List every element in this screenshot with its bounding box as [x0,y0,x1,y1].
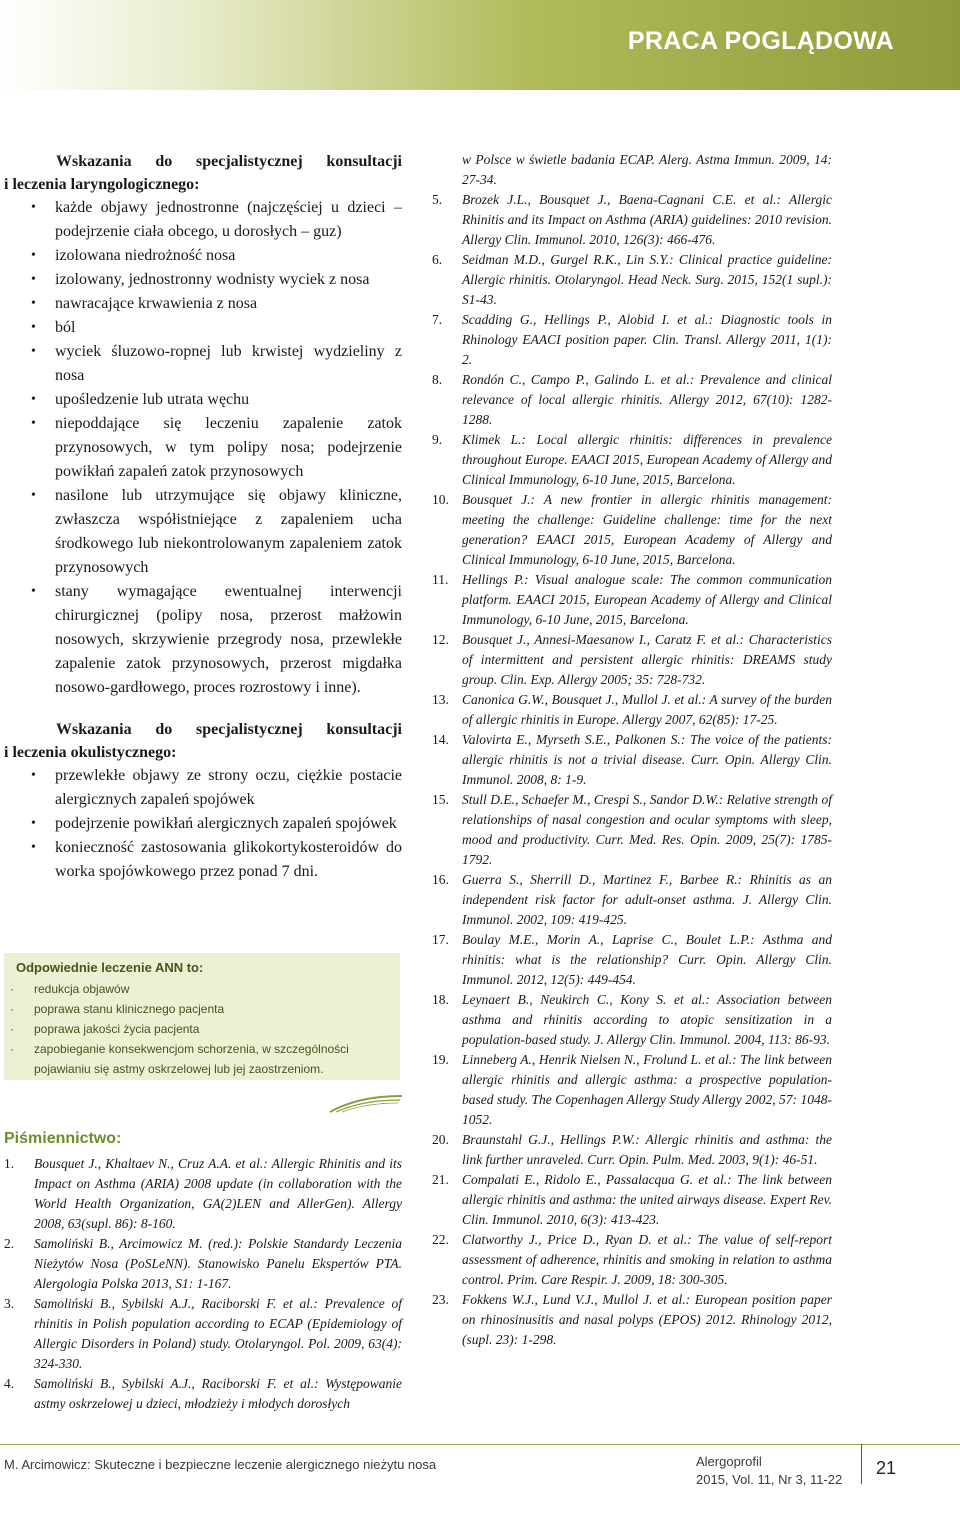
reference-item: 15. Stull D.E., Schaefer M., Crespi S., Sandor D.W.: Relative strength of relationships of nasal congestion and ocular symptoms with sleep, mood and productivity. Curr. Med. Res. Opin. 2009, 25(7): 1785-1792. [432,792,832,867]
reference-item: 14. Valovirta E., Myrseth S.E., Palkonen S.: The voice of the patients: allergic rhinitis is not a trivial disease. Curr. Opin. Allergy Clin. Immunol. 2008, 8: 1-9. [432,732,832,787]
reference-item: 18. Leynaert B., Neukirch C., Kony S. et al.: Association between asthma and rhinitis according to atopic sensitization in a population-based study. J. Allergy Clin. Immunol. 2004, 113: 86-93. [432,992,832,1047]
list-item: • izolowany, jednostronny wodnisty wyciek z nosa [4,268,402,292]
reference-item: 9. Klimek L.: Local allergic rhinitis: differences in prevalence throughout Europe. EAACI 2015, European Academy of Allergy and Clinical Immunology, 6-10 June, 2015, Barcelona. [432,432,832,487]
reference-item: 11. Hellings P.: Visual analogue scale: The common communication platform. EAACI 2015, European Academy of Allergy and Clinical Immunology, 6-10 June, 2015, Barcelona. [432,572,832,627]
list-item: · zapobieganie konsekwencjom schorzenia, w szczególności pojawianiu się astmy oskrzelowej lub jej zaostrzeniom. [4,1039,400,1079]
reference-item: 22. Clatworthy J., Price D., Ryan D. et al.: The value of self-report assessment of adherence, rhinitis and smoking in relation to asthma control. Prim. Care Respir. J. 2009, 18: 300-305. [432,1232,832,1287]
laryngology-list [4,196,402,700]
journal-issue: 2015, Vol. 11, Nr 3, 11-22 [696,1472,843,1487]
list-item: • ból [4,316,402,340]
reference-item: 1. Bousquet J., Khaltaev N., Cruz A.A. et al.: Allergic Rhinitis and its Impact on Asthma (ARIA) 2008 update (in collaboration with the World Health Organization, GA(2)LEN and AllerGen). Allergy 2008, 63(supl. 86): 8-160. [4,1156,402,1231]
list-item: · poprawa stanu klinicznego pacjenta [4,999,400,1019]
reference-item: 23. Fokkens W.J., Lund V.J., Mullol J. et al.: European position paper on rhinosinusitis and nasal polyps (EPOS) 2012. Rhinology 2012, (supl. 23): 1-298. [432,1292,832,1347]
ophthalmology-heading: Wskazania do specjalistycznej konsultacji i leczenia okulistycznego: [4,721,402,761]
references-right [432,150,832,1350]
ann-treatment-box [4,953,400,1080]
reference-item: 17. Boulay M.E., Morin A., Laprise C., Boulet L.P.: Asthma and rhinitis: what is the relationship? Curr. Opin. Allergy Clin. Immunol. 2012, 12(5): 449-454. [432,932,832,987]
reference-continuation: w Polsce w świetle badania ECAP. Alerg. Astma Immun. 2009, 14: 27-34. [462,152,832,187]
reference-item: 2. Samoliński B., Arcimowicz M. (red.): Polskie Standardy Leczenia Nieżytów Nosa (PoSLeNN). Stanowisko Panelu Ekspertów PTA. Alergologia Polska 2013, S1: 1-167. [4,1236,402,1291]
reference-item: 7. Scadding G., Hellings P., Alobid I. et al.: Diagnostic tools in Rhinology EAACI position paper. Clin. Transl. Allergy 2011, 1(1): 2. [432,312,832,367]
list-item: • podejrzenie powikłań alergicznych zapaleń spojówek [4,812,402,836]
reference-item: 8. Rondón C., Campo P., Galindo L. et al.: Prevalence and clinical relevance of local allergic rhinitis. Allergy 2012, 67(10): 1282-1288. [432,372,832,427]
list-item: • każde objawy jednostronne (najczęściej u dzieci – podejrzenie ciała obcego, u dorosłych – guz) [4,196,402,244]
footer-divider [0,1444,960,1445]
list-item: • izolowana niedrożność nosa [4,244,402,268]
reference-item: 20. Braunstahl G.J., Hellings P.W.: Allergic rhinitis and asthma: the link further unraveled. Curr. Opin. Pulm. Med. 2003, 9(1): 46-51. [432,1132,832,1167]
reference-item: 6. Seidman M.D., Gurgel R.K., Lin S.Y.: Clinical practice guideline: Allergic rhinitis. Otolaryngol. Head Neck. Surg. 2015, 152(1 supl.): S1-43. [432,252,832,307]
reference-item: 4. Samoliński B., Sybilski A.J., Raciborski F. et al.: Występowanie astmy oskrzelowej u dzieci, młodzieży i młodych dorosłych [4,1376,402,1411]
ann-box-title: Odpowiednie leczenie ANN to: [16,960,204,975]
ann-box-list [4,979,400,1079]
list-item: · poprawa jakości życia pacjenta [4,1019,400,1039]
bibliography-heading: Piśmiennictwo: [4,1130,122,1147]
reference-item: 13. Canonica G.W., Bousquet J., Mullol J. et al.: A survey of the burden of allergic rhinitis in Europe. Allergy 2007, 62(85): 17-25. [432,692,832,727]
reference-item: 5. Brozek J.L., Bousquet J., Baena-Cagnani C.E. et al.: Allergic Rhinitis and its Impact on Asthma (ARIA) guidelines: 2010 revision. Allergy Clin. Immunol. 2010, 126(3): 466-476. [432,192,832,247]
reference-item: 16. Guerra S., Sherrill D., Martinez F., Barbee R.: Rhinitis as an independent risk factor for adult-onset asthma. J. Allergy Clin. Immunol. 2002, 109: 419-425. [432,872,832,927]
footer-journal [696,1453,842,1489]
reference-item: 21. Compalati E., Ridolo E., Passalacqua G. et al.: The link between allergic rhinitis and asthma: the united airways disease. Expert Rev. Clin. Immunol. 2010, 6(3): 413-423. [432,1172,832,1227]
list-item: • stany wymagające ewentualnej interwencji chirurgicznej (polipy nosa, przerost małżowin nosowych, skrzywienie przegrody nosa, przewlekłe zapalenie zatok przynosowych, przerost migdałka nosowo-gardłowego, proces rozrostowy i inne). [4,580,402,700]
reference-item: 3. Samoliński B., Sybilski A.J., Raciborski F. et al.: Prevalence of rhinitis in Polish population according to ECAP (Epidemiology of Allergic Disorders in Poland) study. Otolaryngol. Pol. 2009, 63(4): 324-330. [4,1296,402,1371]
list-item: • upośledzenie lub utrata węchu [4,388,402,412]
references-left [4,1154,402,1414]
list-item: • nawracające krwawienia z nosa [4,292,402,316]
list-item: • nasilone lub utrzymujące się objawy kliniczne, zwłaszcza współistniejące z zapaleniem ucha środkowego lub niekontrolowanym zapaleniem zatok przynosowych [4,484,402,580]
reference-item: 12. Bousquet J., Annesi-Maesanow I., Caratz F. et al.: Characteristics of intermittent and persistent allergic rhinitis: DREAMS study group. Clin. Exp. Allergy 2005; 35: 728-732. [432,632,832,687]
reference-item: 10. Bousquet J.: A new frontier in allergic rhinitis management: meeting the challenge: Guideline challenge: time for the next generation? EAACI 2015, European Academy of Allergy and Clinical Immunology, 6-10 June, 2015, Barcelona. [432,492,832,567]
page-number: 21 [876,1458,897,1478]
left-column [4,150,402,884]
list-item: • niepoddające się leczeniu zapalenie zatok przynosowych, w tym polipy nosa; podejrzenie powikłań zapaleń zatok przynosowych [4,412,402,484]
laryngology-heading: Wskazania do specjalistycznej konsultacji i leczenia laryngologicznego: [4,153,402,193]
footer-article-title: M. Arcimowicz: Skuteczne i bezpieczne leczenie alergicznego nieżytu nosa [4,1457,437,1472]
swoosh-icon [328,1090,404,1116]
section-title: PRACA POGLĄDOWA [627,27,894,55]
list-item: • przewlekłe objawy ze strony oczu, ciężkie postacie alergicznych zapaleń spojówek [4,764,402,812]
list-item: • konieczność zastosowania glikokortykosteroidów do worka spojówkowego przez ponad 7 dni. [4,836,402,884]
ophthalmology-list [4,764,402,884]
journal-name: Alergoprofil [696,1454,762,1469]
footer-separator [861,1444,862,1484]
list-item: • wyciek śluzowo-ropnej lub krwistej wydzieliny z nosa [4,340,402,388]
list-item: · redukcja objawów [4,979,400,999]
reference-item: 19. Linneberg A., Henrik Nielsen N., Frolund L. et al.: The link between allergic rhinitis and allergic asthma: a prospective population-based study. The Copenhagen Allergy Study Allergy 2002, 57: 1048-1052. [432,1052,832,1127]
